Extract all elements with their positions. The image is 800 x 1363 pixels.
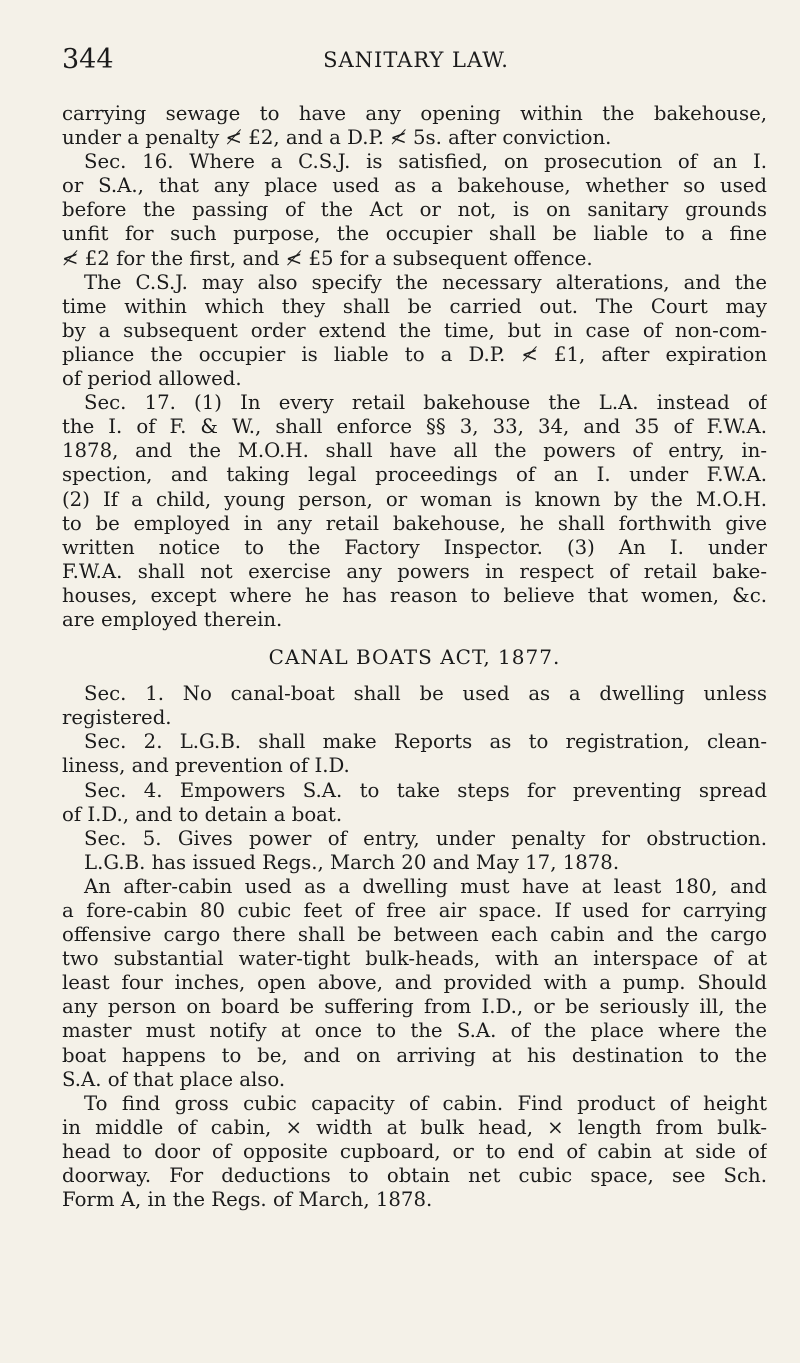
body-text	[62, 102, 767, 1212]
text-line: any person on board be suffering from I.D., or be seriously ill, the	[62, 995, 767, 1019]
text-line: the I. of F. & W., shall enforce §§ 3, 33, 34, and 35 of F.W.A.	[62, 415, 767, 439]
text-line: before the passing of the Act or not, is on sanitary grounds	[62, 198, 767, 222]
page-number: 344	[62, 44, 114, 75]
text-line: under a penalty ≮ £2, and a D.P. ≮ 5s. after conviction.	[62, 126, 612, 150]
text-line: (2) If a child, young person, or woman is known by the M.O.H.	[62, 487, 767, 511]
text-line: of period allowed.	[62, 367, 242, 391]
text-line: doorway. For deductions to obtain net cubic space, see Sch.	[62, 1164, 767, 1188]
text-line: F.W.A. shall not exercise any powers in respect of retail bake-	[62, 559, 767, 583]
text-line: pliance the occupier is liable to a D.P. ≮ £1, after expiration	[62, 342, 767, 366]
text-line: Sec. 17. (1) In every retail bakehouse the L.A. instead of	[84, 391, 767, 415]
text-line: to be employed in any retail bakehouse, he shall forthwith give	[62, 511, 767, 535]
text-line: To find gross cubic capacity of cabin. Find product of height	[84, 1091, 767, 1115]
text-line: S.A. of that place also.	[62, 1067, 286, 1091]
text-line: Sec. 2. L.G.B. shall make Reports as to registration, clean-	[84, 730, 767, 754]
text-line: The C.S.J. may also specify the necessary alterations, and the	[84, 270, 767, 294]
text-line: Sec. 4. Empowers S.A. to take steps for preventing spread	[84, 778, 767, 802]
text-line: carrying sewage to have any opening within the bakehouse,	[62, 102, 767, 125]
text-line: two substantial water-tight bulk-heads, with an interspace of at	[62, 947, 767, 971]
text-line: Sec. 5. Gives power of entry, under penalty for obstruction.	[84, 826, 767, 850]
text-line: written notice to the Factory Inspector. (3) An I. under	[62, 535, 767, 559]
page-header	[62, 44, 740, 84]
running-title: SANITARY LAW.	[323, 48, 509, 72]
text-line: offensive cargo there shall be between each cabin and the cargo	[62, 923, 767, 947]
text-line: by a subsequent order extend the time, but in case of non-com-	[62, 318, 767, 342]
text-line: An after-cabin used as a dwelling must have at least 180, and	[84, 874, 767, 898]
section-heading: CANAL BOATS ACT, 1877.	[268, 645, 561, 670]
text-line: master must notify at once to the S.A. of the place where the	[62, 1019, 767, 1043]
text-line: Sec. 16. Where a C.S.J. is satisfied, on prosecution of an I.	[84, 150, 767, 174]
text-line: L.G.B. has issued Regs., March 20 and May 17, 1878.	[84, 850, 620, 874]
text-line: spection, and taking legal proceedings of an I. under F.W.A.	[62, 463, 767, 487]
text-line: are employed therein.	[62, 607, 283, 631]
text-line: of I.D., and to detain a boat.	[62, 802, 343, 826]
text-line: in middle of cabin, × width at bulk head, × length from bulk-	[62, 1115, 767, 1139]
text-line: Form A, in the Regs. of March, 1878.	[62, 1188, 433, 1212]
text-line: time within which they shall be carried out. The Court may	[62, 294, 767, 318]
text-line: registered.	[62, 706, 172, 730]
text-line: Sec. 1. No canal-boat shall be used as a dwelling unless	[84, 682, 767, 706]
text-line: ≮ £2 for the first, and ≮ £5 for a subsequent offence.	[62, 246, 593, 270]
text-line: 1878, and the M.O.H. shall have all the powers of entry, in-	[62, 439, 767, 463]
text-line: houses, except where he has reason to believe that women, &c.	[62, 583, 767, 607]
text-line: a fore-cabin 80 cubic feet of free air space. If used for carrying	[62, 899, 767, 922]
text-line: liness, and prevention of I.D.	[62, 754, 350, 778]
text-line: or S.A., that any place used as a bakehouse, whether so used	[62, 174, 767, 198]
text-line: least four inches, open above, and provided with a pump. Should	[62, 971, 767, 995]
text-line: unfit for such purpose, the occupier shall be liable to a fine	[62, 222, 767, 246]
text-line: head to door of opposite cupboard, or to end of cabin at side of	[62, 1139, 767, 1163]
text-line: boat happens to be, and on arriving at his destination to the	[62, 1043, 767, 1067]
